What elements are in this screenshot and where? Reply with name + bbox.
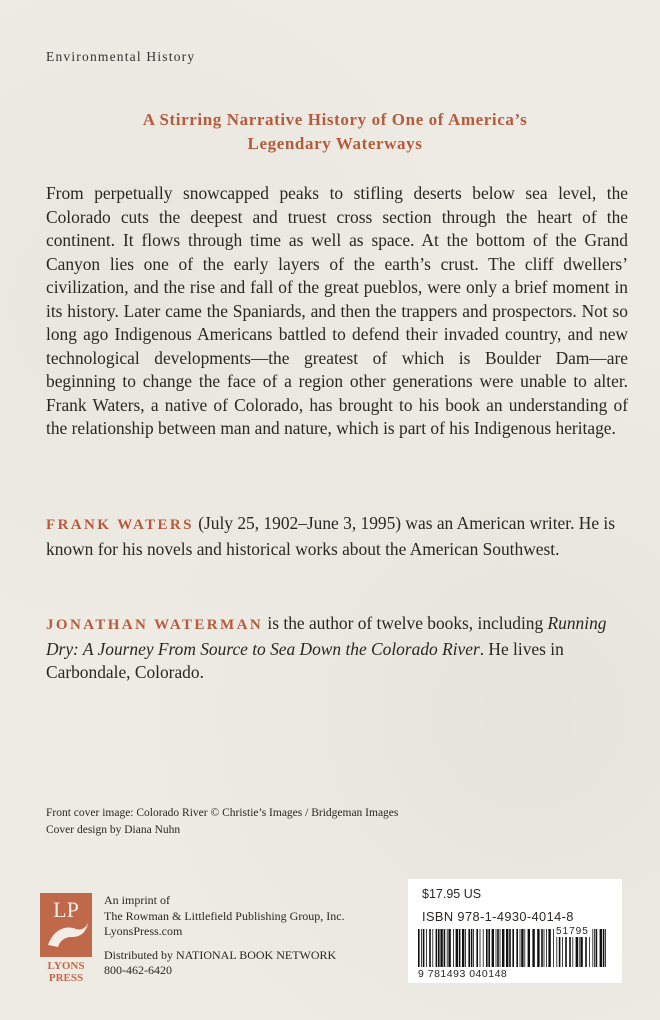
barcode-bar [488, 929, 490, 967]
cover-image-credit: Front cover image: Colorado River © Christie’s Images / Bridgeman Images [46, 807, 399, 819]
barcode-bar [605, 929, 606, 967]
headline [40, 108, 630, 156]
barcode-bar [596, 929, 598, 967]
category-label: Environmental History [46, 49, 196, 64]
publisher-website: LyonsPress.com [104, 924, 183, 938]
publisher-group: The Rowman & Littlefield Publishing Group, Inc. [104, 908, 345, 923]
barcode-bar [497, 929, 499, 967]
barcode-bar [496, 929, 497, 967]
barcode-bar [594, 929, 595, 967]
barcode-bar [500, 929, 501, 967]
lyons-press-logo [40, 893, 92, 983]
barcode-bar [447, 929, 448, 967]
barcode-bar [541, 929, 543, 967]
barcode-bar [436, 929, 438, 967]
barcode-bar [480, 929, 481, 967]
distributor: Distributed by NATIONAL BOOK NETWORK [104, 947, 337, 962]
barcode-bar [532, 929, 534, 967]
author-name: FRANK WATERS [46, 517, 194, 533]
barcode-bar [600, 929, 602, 967]
headline-line-2: Legendary Waterways [247, 134, 423, 153]
barcode-bar [444, 929, 446, 967]
barcode-bar [432, 929, 433, 967]
barcode-bar [537, 929, 539, 967]
barcode-bar [521, 929, 523, 967]
author-bio [46, 512, 628, 561]
barcode-bar [453, 929, 454, 967]
barcode-bar [465, 929, 466, 967]
barcode-bar [421, 929, 422, 967]
barcode-bar [456, 929, 458, 967]
barcode-bar [502, 929, 504, 967]
foreword-bio-text-after: . He lives in Carbondale, Colorado. [46, 638, 564, 682]
book-description: From perpetually snowcapped peaks to stifling deserts below sea level, the Colorado cuts the deepest and truest cross section through the heart of the continent. It flows through time as well as space. At the bottom of the Grand Canyon lies one of the early layers of the earth’s crust. The cliff dwellers’ civilization, and the rise and fall of the great pueblos, were only a brief moment in its history. Later came the Spaniards, and then the trappers and prospectors. Not so long ago Indigenous Americans battled to defend their invaded country, and new technological developments—the greatest of which is Boulder Dam—are beginning to change the face of a region other generations were unable to alter. Frank Waters, a native of Colorado, has brought to his book an understanding of the relationship between man and nature, which is part of his Indigenous heritage. [46, 183, 628, 438]
barcode-bar [473, 929, 474, 967]
barcode-bar [524, 929, 525, 967]
barcode-bar [459, 929, 461, 967]
cover-design-credit: Cover design by Diana Nuhn [46, 824, 181, 836]
barcode-bar [546, 929, 547, 967]
barcode-bar [603, 929, 605, 967]
barcode-bar [483, 929, 484, 967]
barcode-bar [418, 929, 420, 967]
barcode-bar [486, 929, 488, 967]
barcode-box [408, 879, 622, 983]
barcode-bar [423, 929, 425, 967]
headline-line-1: A Stirring Narrative History of One of America’s [142, 110, 528, 129]
barcode-bar [438, 929, 440, 967]
publisher-phone: 800-462-6420 [104, 963, 172, 977]
barcode-bar [462, 929, 464, 967]
barcode-bar [516, 929, 518, 967]
barcode-bar [520, 929, 521, 967]
cover-credits [46, 805, 398, 839]
foreword-author-name: JONATHAN WATERMAN [46, 617, 264, 633]
logo-text-line-1: LYONS [47, 960, 85, 972]
barcode-bar [528, 929, 530, 967]
barcode-bar [448, 929, 450, 967]
barcode-bar [544, 929, 545, 967]
price: $17.95 US [422, 887, 482, 901]
barcode-bar [509, 929, 511, 967]
barcode-bar [429, 929, 431, 967]
logo-text-line-2: PRESS [48, 972, 84, 983]
imprint-of: An imprint of [104, 893, 170, 907]
barcode-bar [506, 929, 508, 967]
barcode-digits: 9 781493 040148 [418, 968, 508, 980]
price-code: 51795 [556, 926, 589, 937]
logo-letters: LP [53, 897, 79, 922]
barcode-bar [476, 929, 478, 967]
isbn: ISBN 978-1-4930-4014-8 [422, 909, 574, 924]
barcode-bar [512, 929, 514, 967]
barcode-bar [440, 929, 442, 967]
barcode-bar [592, 929, 593, 967]
barcode-bar [468, 929, 470, 967]
barcode-bar [471, 929, 473, 967]
barcode-bar [492, 929, 494, 967]
author-bio-text: (July 25, 1902–June 3, 1995) was an American writer. He is known for his novels and historical works about the American Southwest. [46, 513, 616, 559]
publisher-info [104, 893, 345, 979]
barcode-bar [426, 929, 427, 967]
foreword-bio [46, 612, 628, 685]
foreword-book-title: Running Dry: A Journey From Source to Sea Down the Colorado River [46, 613, 607, 659]
barcode-bar [548, 929, 550, 967]
foreword-bio-text-before: is the author of twelve books, including [263, 613, 548, 633]
